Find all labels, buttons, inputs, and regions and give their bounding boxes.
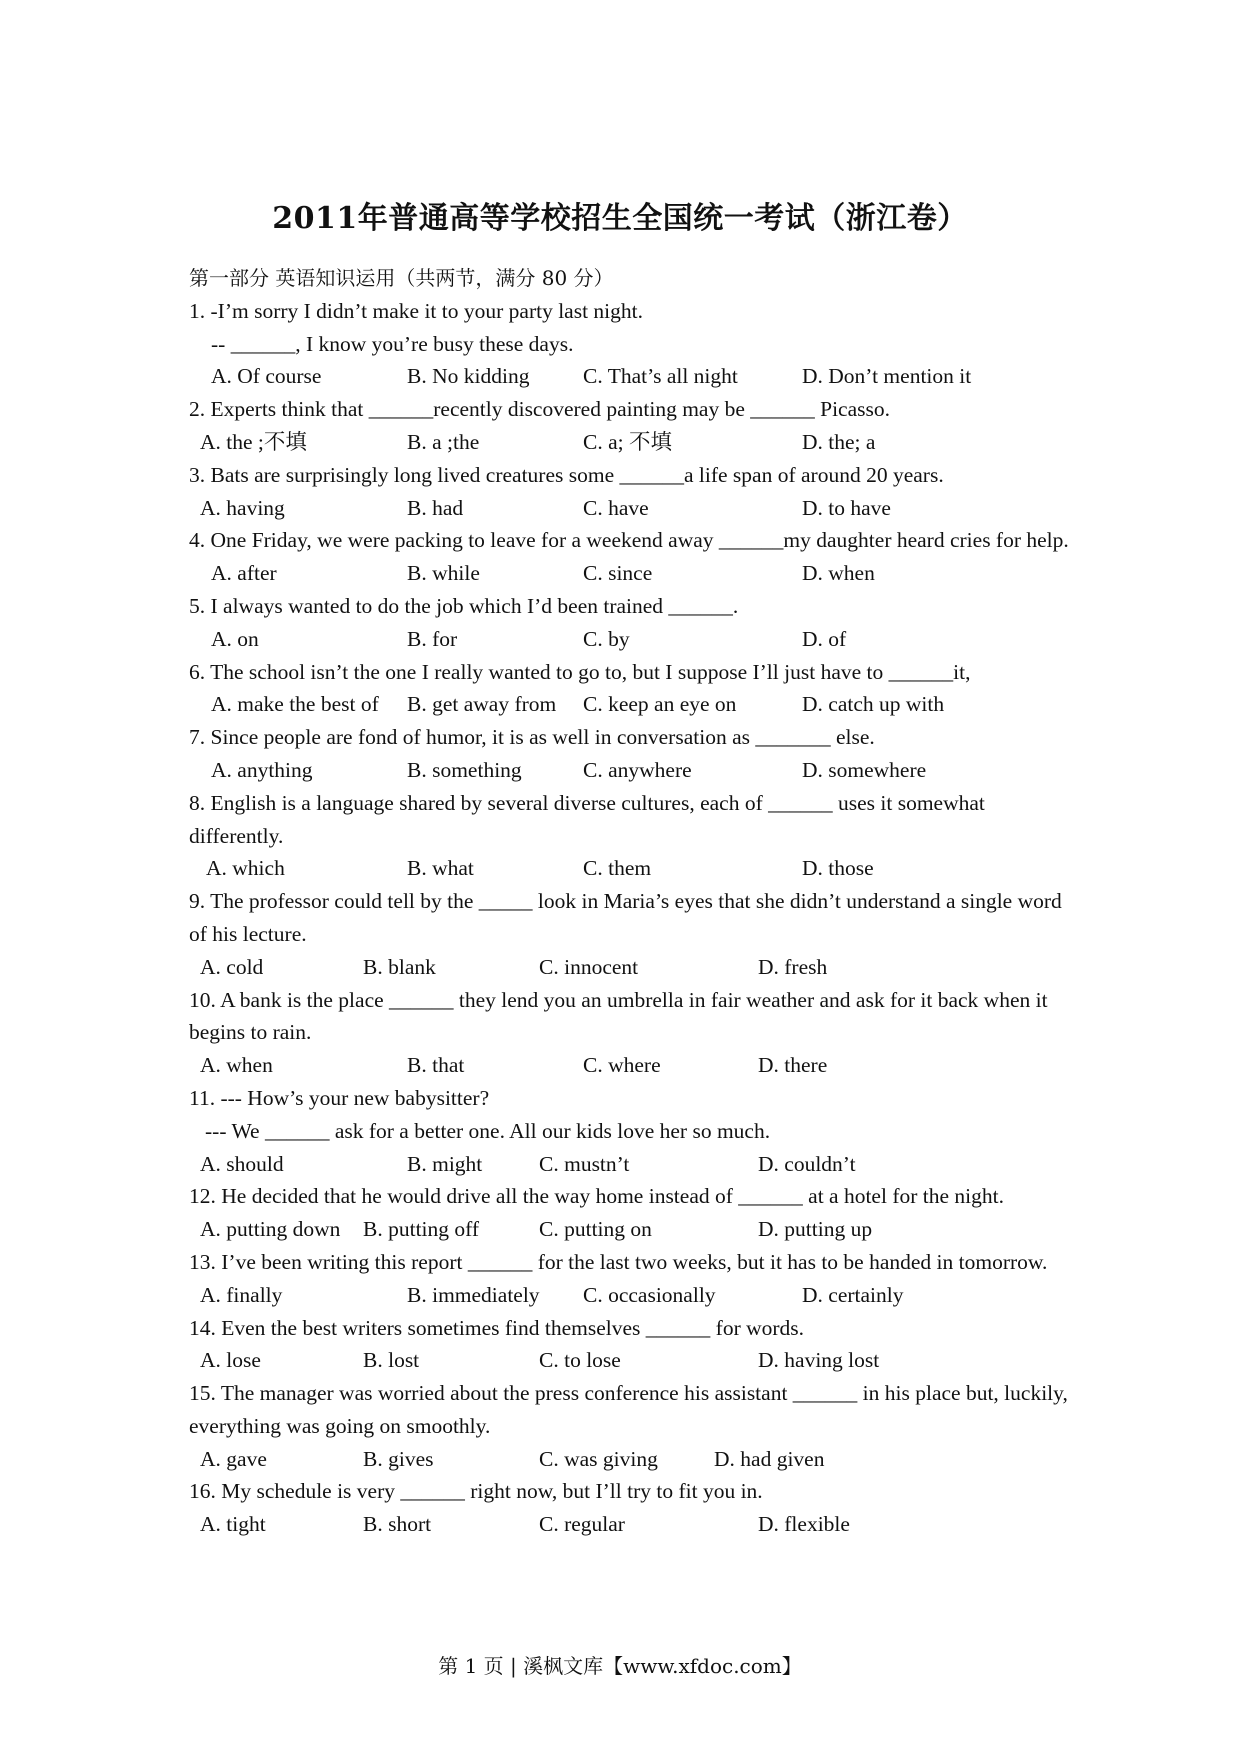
option-d: D. the; a <box>802 429 876 454</box>
option-a: A. on <box>211 626 259 651</box>
option-d: D. when <box>802 561 875 586</box>
question-stem: 7. Since people are fond of humor, it is as well in conversation as _______ else. <box>189 725 875 750</box>
question-stem: 9. The professor could tell by the _____ look in Maria’s eyes that she didn’t understand a single word of his lecture. <box>189 889 1062 946</box>
option-b: B. No kidding <box>407 364 530 389</box>
question <box>189 656 1069 722</box>
option-b: B. that <box>407 1053 465 1078</box>
option-row <box>189 1508 1069 1541</box>
option-a: A. anything <box>211 757 313 782</box>
option-c: C. mustn’t <box>539 1151 630 1176</box>
option-c: C. That’s all night <box>583 364 738 389</box>
option-a: A. the ;不填 <box>200 429 307 454</box>
option-c: C. regular <box>539 1512 625 1537</box>
option-d: D. had given <box>714 1446 825 1471</box>
option-a: A. should <box>200 1151 284 1176</box>
question-stem: 8. English is a language shared by several diverse cultures, each of ______ uses it somewhat differently. <box>189 790 985 848</box>
option-b: B. gives <box>363 1446 434 1471</box>
option-c: C. them <box>583 856 652 881</box>
option-a: A. putting down <box>200 1217 341 1242</box>
option-a: A. Of course <box>211 364 322 389</box>
question-stem: 16. My schedule is very ______ right now, but I’ll try to fit you in. <box>189 1479 763 1504</box>
option-row <box>189 1213 1069 1246</box>
option-row <box>189 360 1069 393</box>
question <box>189 1377 1069 1475</box>
option-d: D. to have <box>802 495 891 520</box>
question-stem: 6. The school isn’t the one I really wanted to go to, but I suppose I’ll just have to ______it, <box>189 659 971 684</box>
option-c: C. anywhere <box>583 757 692 782</box>
question <box>189 721 1069 787</box>
option-row <box>189 688 1069 721</box>
option-row <box>189 1279 1069 1312</box>
option-c: C. innocent <box>539 954 639 979</box>
option-b: B. what <box>407 856 474 881</box>
option-c: C. keep an eye on <box>583 692 737 717</box>
option-a: A. make the best of <box>211 692 379 717</box>
question <box>189 459 1069 525</box>
option-row <box>189 1049 1069 1082</box>
option-c: C. where <box>583 1053 661 1078</box>
question-stem: 4. One Friday, we were packing to leave for a weekend away ______my daughter heard cries for help. <box>189 528 1069 553</box>
option-c: C. have <box>583 495 649 520</box>
question-list <box>189 262 1069 1541</box>
option-row <box>189 426 1069 459</box>
option-a: A. tight <box>200 1512 266 1537</box>
option-a: A. having <box>200 495 285 520</box>
question <box>189 1082 1069 1180</box>
question <box>189 393 1069 459</box>
question <box>189 1180 1069 1246</box>
option-row <box>189 1344 1069 1377</box>
option-b: B. while <box>407 561 480 586</box>
option-d: D. there <box>758 1053 828 1078</box>
option-d: D. couldn’t <box>758 1151 856 1176</box>
question <box>189 295 1069 393</box>
option-b: B. short <box>363 1512 432 1537</box>
option-b: B. might <box>407 1151 483 1176</box>
option-c: C. by <box>583 626 630 651</box>
option-b: B. for <box>407 626 458 651</box>
option-row <box>189 754 1069 787</box>
option-d: D. catch up with <box>802 692 945 717</box>
option-d: D. Don’t mention it <box>802 364 972 389</box>
question-stem: 13. I’ve been writing this report ______ for the last two weeks, but it has to be handed in tomorrow. <box>189 1249 1048 1274</box>
option-d: D. somewhere <box>802 757 927 782</box>
option-a: A. lose <box>200 1348 261 1373</box>
option-c: C. to lose <box>539 1348 621 1373</box>
option-d: D. flexible <box>758 1512 850 1537</box>
option-b: B. a ;the <box>407 429 480 454</box>
option-d: D. having lost <box>758 1348 880 1373</box>
section-heading: 第一部分 英语知识运用（共两节，满分 80 分） <box>189 266 614 290</box>
option-b: B. had <box>407 495 464 520</box>
question-stem: 10. A bank is the place ______ they lend you an umbrella in fair weather and ask for it back when it begins to rain. <box>189 987 1048 1045</box>
option-row <box>189 557 1069 590</box>
question <box>189 590 1069 656</box>
question <box>189 1246 1069 1312</box>
option-a: A. which <box>206 856 285 881</box>
page-footer: 第 1 页 | 溪枫文库【www.xfdoc.com】 <box>438 1654 802 1678</box>
option-row <box>189 1148 1069 1181</box>
option-b: B. lost <box>363 1348 420 1373</box>
option-c: C. occasionally <box>583 1282 716 1307</box>
option-d: D. of <box>802 626 847 651</box>
option-row <box>189 852 1069 885</box>
question-stem-continuation: -- ______, I know you’re busy these days. <box>211 331 574 356</box>
question <box>189 1475 1069 1541</box>
option-c: C. since <box>583 561 653 586</box>
question-stem: 1. -I’m sorry I didn’t make it to your party last night. <box>189 298 644 323</box>
question <box>189 885 1069 983</box>
question-stem: 12. He decided that he would drive all the way home instead of ______ at a hotel for the night. <box>189 1184 1004 1209</box>
question <box>189 1312 1069 1378</box>
question-stem: 2. Experts think that ______recently discovered painting may be ______ Picasso. <box>189 397 890 422</box>
question-stem-continuation: --- We ______ ask for a better one. All our kids love her so much. <box>205 1118 771 1143</box>
option-c: C. was giving <box>539 1446 658 1471</box>
option-row <box>189 492 1069 525</box>
question-stem: 3. Bats are surprisingly long lived creatures some ______a life span of around 20 years. <box>189 462 944 487</box>
question <box>189 524 1069 590</box>
option-c: C. putting on <box>539 1217 652 1242</box>
question-stem: 11. --- How’s your new babysitter? <box>189 1085 490 1110</box>
option-row <box>189 1443 1069 1476</box>
option-c: C. a; 不填 <box>583 429 672 454</box>
option-b: B. blank <box>363 954 436 979</box>
exam-title: 2011年普通高等学校招生全国统一考试（浙江卷） <box>272 201 968 236</box>
option-a: A. when <box>200 1053 273 1078</box>
option-row <box>189 623 1069 656</box>
question-stem: 5. I always wanted to do the job which I’d been trained ______. <box>189 593 739 618</box>
option-d: D. those <box>802 856 874 881</box>
question-stem: 15. The manager was worried about the press conference his assistant ______ in his place but, luckily, everything was going on smoothly. <box>189 1381 1068 1438</box>
option-a: A. after <box>211 561 277 586</box>
option-b: B. something <box>407 757 522 782</box>
option-b: B. immediately <box>407 1282 540 1307</box>
question-stem: 14. Even the best writers sometimes find themselves ______ for words. <box>189 1315 805 1340</box>
question <box>189 984 1069 1082</box>
option-a: A. finally <box>200 1282 283 1307</box>
option-a: A. gave <box>200 1446 267 1471</box>
option-b: B. putting off <box>363 1217 480 1242</box>
option-b: B. get away from <box>407 692 557 717</box>
option-d: D. fresh <box>758 954 828 979</box>
option-row <box>189 951 1069 984</box>
question <box>189 787 1069 885</box>
option-a: A. cold <box>200 954 264 979</box>
option-d: D. putting up <box>758 1217 873 1242</box>
option-d: D. certainly <box>802 1282 904 1307</box>
